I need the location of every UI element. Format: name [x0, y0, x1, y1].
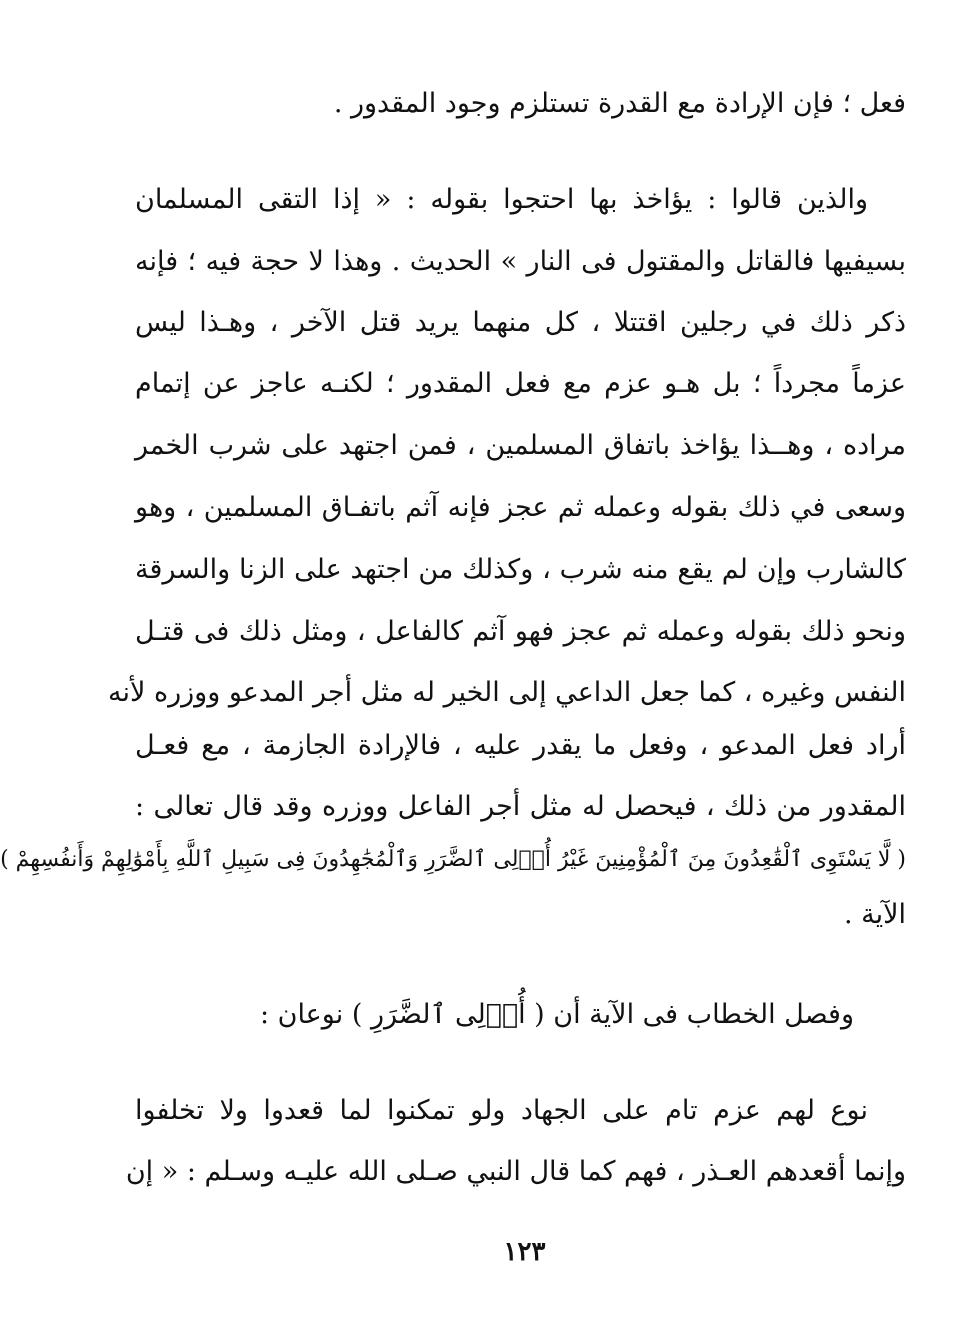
text-line-2: والذين قالوا : يؤاخذ بها احتجوا بقوله : « إذا التقى المسلمان — [135, 184, 868, 215]
text-line-15: نوع لهم عزم تام على الجهاد ولو تمكنوا لما قعدوا ولا تخلفوا — [135, 1095, 868, 1126]
quran-verse-line: ( لَّا يَسْتَوِى ٱلْقَٰعِدُونَ مِنَ ٱلْمُؤْمِنِينَ غَيْرُ أُو۟لِى ٱلضَّرَرِ وَٱلْمُجَٰهِدُونَ فِى سَبِيلِ ٱللَّهِ بِأَمْوَٰلِهِمْ وَأَنفُسِهِمْ ) — [0, 847, 906, 872]
text-line-6: مراده ، وهــذا يؤاخذ باتفاق المسلمين ، فمن اجتهد على شرب الخمر — [135, 430, 906, 461]
text-line-4: ذكر ذلك في رجلين اقتتلا ، كل منهما يريد قتل الآخر ، وهـذا ليس — [135, 307, 906, 338]
text-line-13: الآية . — [843, 899, 906, 930]
text-line-1: فعل ؛ فإن الإرادة مع القدرة تستلزم وجود المقدور . — [333, 88, 906, 119]
text-line-5: عزماً مجرداً ؛ بل هـو عزم مع فعل المقدور ؛ لكنـه عاجز عن إتمام — [135, 368, 906, 399]
text-line-12: المقدور من ذلك ، فيحصل له مثل أجر الفاعل ووزره وقد قال تعالى : — [135, 791, 906, 822]
text-line-10: النفس وغيره ، كما جعل الداعي إلى الخير له مثل أجر المدعو ووزره لأنه — [107, 677, 906, 708]
section-line: وفصل الخطاب فى الآية أن ( أُو۟لِى ٱلضَّرَرِ ) نوعان : — [259, 999, 854, 1030]
text-line-16: وإنما أقعدهم العـذر ، فهم كما قال النبي صـلى الله عليـه وسـلم : « إن — [125, 1156, 906, 1187]
page-number: ١٢٣ — [503, 1237, 546, 1267]
text-line-7: وسعى في ذلك بقوله وعمله ثم عجز فإنه آثم باتفـاق المسلمين ، وهو — [135, 492, 906, 523]
text-line-11: أراد فعل المدعو ، وفعل ما يقدر عليه ، فالإرادة الجازمة ، مع فعـل — [135, 730, 906, 761]
text-line-8: كالشارب وإن لم يقع منه شرب ، وكذلك من اجتهد على الزنا والسرقة — [135, 554, 906, 585]
text-line-9: ونحو ذلك بقوله وعمله ثم عجز فهو آثم كالفاعل ، ومثل ذلك فى قتـل — [135, 616, 906, 647]
text-line-3: بسيفيها فالقاتل والمقتول فى النار » الحديث . وهذا لا حجة فيه ؛ فإنه — [135, 246, 906, 277]
